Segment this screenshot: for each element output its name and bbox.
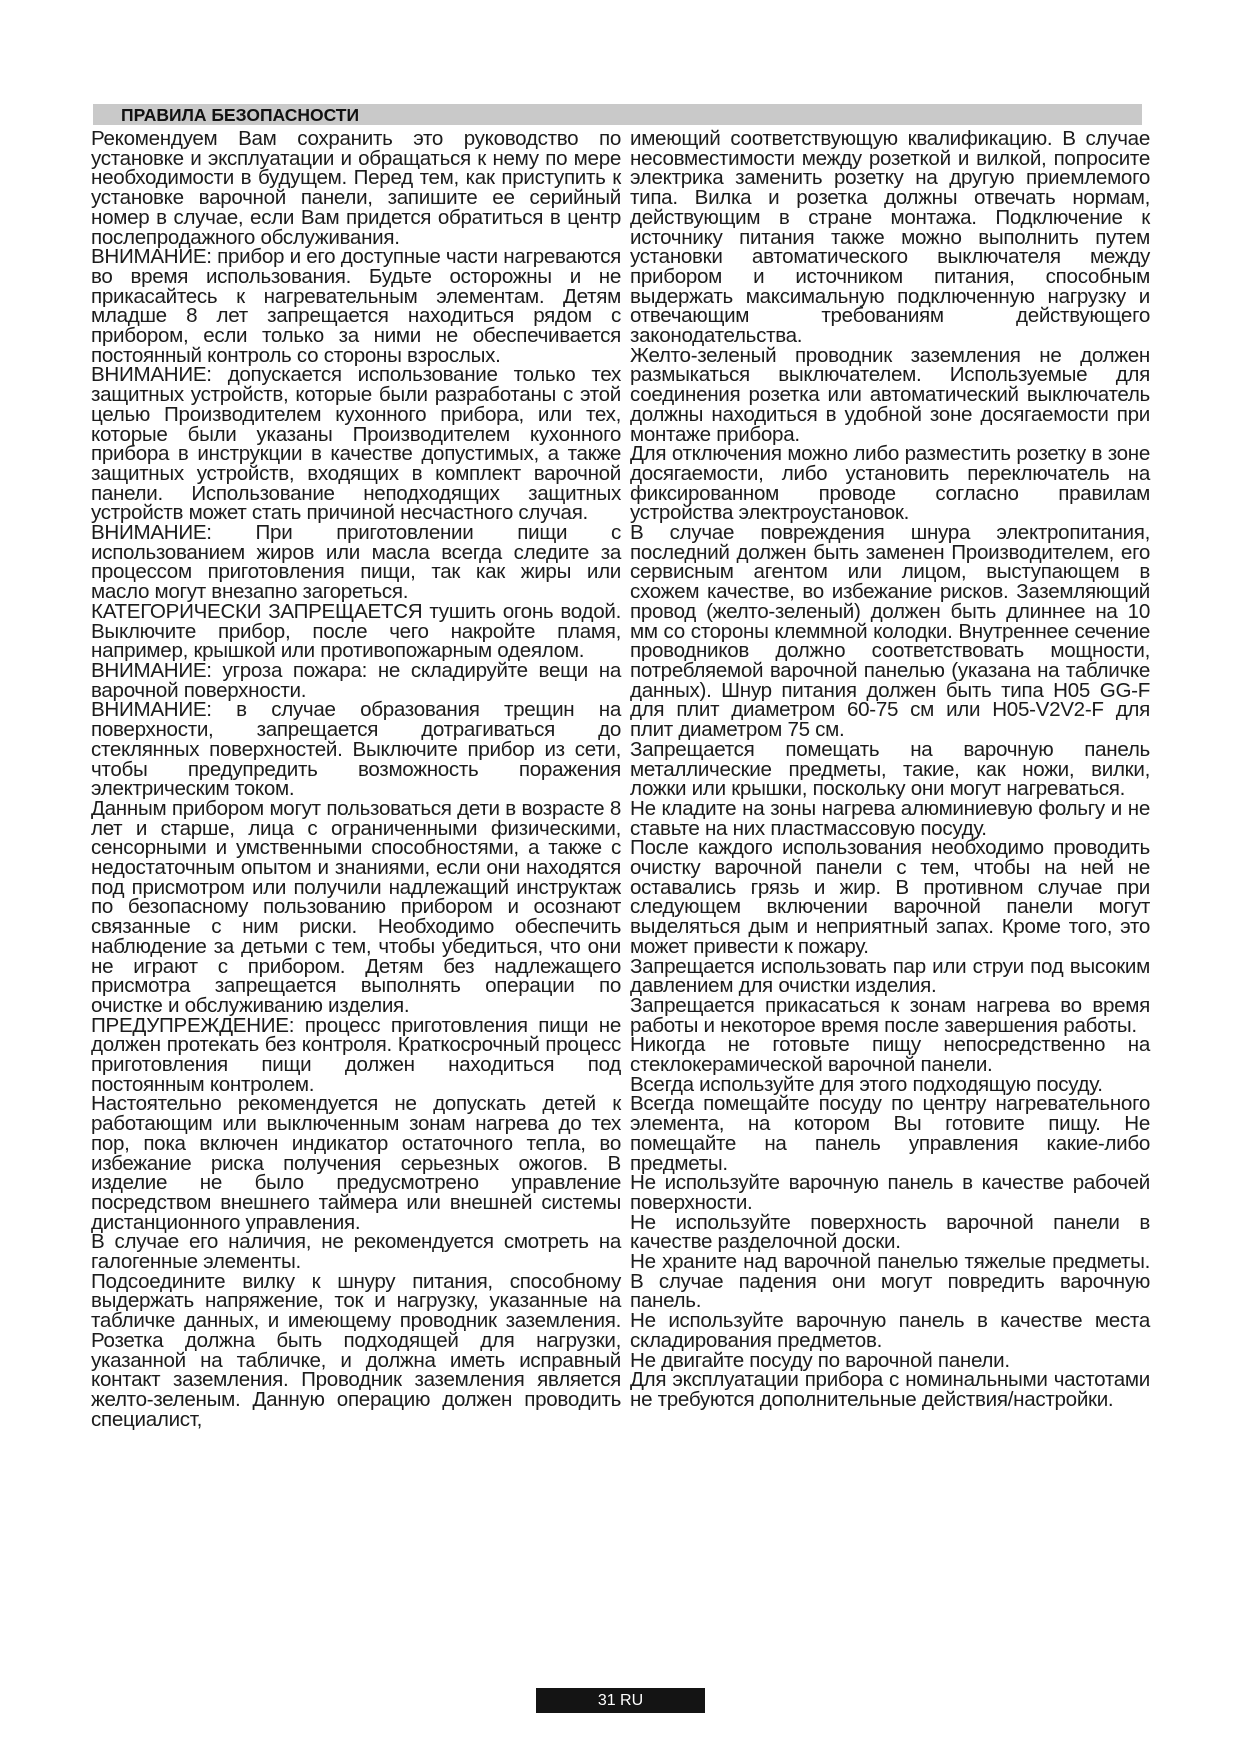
paragraph: Не храните над варочной панелью тяжелые предметы. В случае падения они могут повредить варочную панель.: [630, 1250, 1150, 1313]
paragraph: Всегда помещайте посуду по центру нагревательного элемента, на котором Вы готовите пищу. Не помещайте на панель управления какие-либо предметы.: [630, 1092, 1150, 1175]
paragraph: Рекомендуем Вам сохранить это руководство по установке и эксплуатации и обращаться к нему по мере необходимости в будущем. Перед тем, как приступить к установке варочной панели, запишите ее серийный номер в случае, если Вам придется обратиться в центр послепродажного обслуживания.: [91, 127, 621, 249]
paragraph: КАТЕГОРИЧЕСКИ ЗАПРЕЩАЕТСЯ тушить огонь водой. Выключите прибор, после чего накройте пламя, например, крышкой или противопожарным одеялом.: [91, 599, 621, 663]
paragraph: Не используйте варочную панель в качестве места складирования предметов.: [630, 1309, 1150, 1352]
paragraph: ВНИМАНИЕ: допускается использование только тех защитных устройств, которые были разработаны с этой целью Производителем кухонного прибора, или тех, которые были указаны Производителем кухонного прибора в инструкции в качестве допустимых, а также защитных устройств, входящих в комплект варочной панели. Использование неподходящих защитных устройств может стать причиной несчастного случая.: [91, 363, 621, 525]
page-number-badge: 31 RU: [536, 1688, 705, 1713]
paragraph: В случае повреждения шнура электропитания, последний должен быть заменен Производителем, его сервисным агентом или лицом, выступающем в схожем качестве, во избежание рисков. Заземляющий провод (желто-зеленый) должен быть длиннее на 10 мм со стороны клеммной колодки. Внутреннее сечение проводников должно соответствовать мощности, потребляемой варочной панелью (указана на табличке данных). Шнур питания должен быть типа H05 GG-F для плит диаметром 60-75 см или H05-V2V2-F для плит диаметром 75 см.: [630, 521, 1150, 742]
paragraph: Для эксплуатации прибора с номинальными частотами не требуются дополнительные действия/настройки.: [630, 1368, 1150, 1411]
paragraph: Настоятельно рекомендуется не допускать детей к работающим или выключенным зонам нагрева до тех пор, пока включен индикатор остаточного тепла, во избежание риска получения серьезных ожогов. В изделие не было предусмотрено управление посредством внешнего таймера или внешней системы дистанционного управления.: [91, 1092, 621, 1234]
paragraph: Не кладите на зоны нагрева алюминиевую фольгу и не ставьте на них пластмассовую посуду.: [630, 796, 1150, 840]
paragraph: ВНИМАНИЕ: При приготовлении пищи с использованием жиров или масла всегда следите за процессом приготовления пищи, так как жиры или масло могут внезапно загореться.: [91, 521, 621, 604]
section-header-bar: [93, 104, 1142, 125]
paragraph: В случае его наличия, не рекомендуется смотреть на галогенные элементы.: [91, 1230, 621, 1274]
paragraph: Для отключения можно либо разместить розетку в зоне досягаемости, либо установить переключатель на фиксированном проводе согласно правилам устройства электроустановок.: [630, 442, 1150, 525]
paragraph: Никогда не готовьте пищу непосредственно на стеклокерамической варочной панели.: [630, 1033, 1150, 1077]
paragraph: ВНИМАНИЕ: прибор и его доступные части нагреваются во время использования. Будьте осторожны и не прикасайтесь к нагревательным элементам. Детям младше 8 лет запрещается находиться рядом с прибором, если только за ними не обеспечивается постоянный контроль со стороны взрослых.: [91, 245, 622, 367]
paragraph: ПРЕДУПРЕЖДЕНИЕ: процесс приготовления пищи не должен протекать без контроля. Краткосрочный процесс приготовления пищи должен находиться под постоянным контролем.: [91, 1013, 621, 1096]
paragraph: Желто-зеленый проводник заземления не должен размыкаться выключателем. Используемые для соединения розетка или автоматический выключатель должны находиться в удобной зоне досягаемости при монтаже прибора.: [630, 343, 1150, 446]
paragraph: Всегда используйте для этого подходящую посуду.: [630, 1072, 1103, 1096]
paragraph: Не используйте поверхность варочной панели в качестве разделочной доски.: [630, 1210, 1150, 1254]
paragraph: ВНИМАНИЕ: угроза пожара: не складируйте вещи на варочной поверхности.: [91, 658, 621, 702]
paragraph: Запрещается использовать пар или струи под высоким давлением для очистки изделия.: [630, 954, 1150, 998]
paragraph: имеющий соответствующую квалификацию. В случае несовместимости между розеткой и вилкой, попросите электрика заменить розетку на другую приемлемого типа. Вилка и розетка должны отвечать нормам, действующим в стране монтажа. Подключение к источнику питания также можно выполнить путем установки автоматического выключателя между прибором и источником питания, способным выдержать максимальную подключенную нагрузку и отвечающим требованиям действующего законодательства.: [630, 127, 1150, 348]
right-text-column: [630, 129, 1150, 1410]
paragraph: Подсоедините вилку к шнуру питания, способному выдержать напряжение, ток и нагрузку, указанные на табличке данных, и имеющему проводник заземления. Розетка должна быть подходящей для нагрузки, указанной на табличке, и должна иметь исправный контакт заземления. Проводник заземления является желто-зеленым. Данную операцию должен проводить специалист,: [91, 1269, 621, 1431]
section-title: ПРАВИЛА БЕЗОПАСНОСТИ: [121, 105, 360, 125]
left-text-column: [91, 129, 621, 1429]
paragraph: ВНИМАНИЕ: в случае образования трещин на поверхности, запрещается дотрагиваться до стеклянных поверхностей. Выключите прибор из сети, чтобы предупредить возможность поражения электрическим током.: [91, 698, 621, 801]
paragraph: После каждого использования необходимо проводить очистку варочной панели с тем, чтобы на ней не оставались грязь и жир. В противном случае при следующем включении варочной панели могут выделяться дым и неприятный запах. Кроме того, это может привести к пожару.: [630, 836, 1150, 958]
paragraph: Запрещается прикасаться к зонам нагрева во время работы и некоторое время после завершения работы.: [630, 993, 1150, 1037]
paragraph: Данным прибором могут пользоваться дети в возрасте 8 лет и старше, лица с ограниченными физическими, сенсорными и умственными способностями, а также с недостаточным опытом и знаниями, если они находятся под присмотром или получили надлежащий инструктаж по безопасному пользованию прибором и осознают связанные с ним риски. Необходимо обеспечить наблюдение за детьми с тем, чтобы убедиться, что они не играют с прибором. Детям без надлежащего присмотра запрещается выполнять операции по очистке и обслуживанию изделия.: [91, 796, 621, 1017]
paragraph: Не двигайте посуду по варочной панели.: [630, 1348, 1010, 1372]
paragraph: Не используйте варочную панель в качестве рабочей поверхности.: [630, 1171, 1150, 1214]
paragraph: Запрещается помещать на варочную панель металлические предметы, такие, как ножи, вилки, ложки или крышки, поскольку они могут нагреваться.: [630, 737, 1150, 801]
